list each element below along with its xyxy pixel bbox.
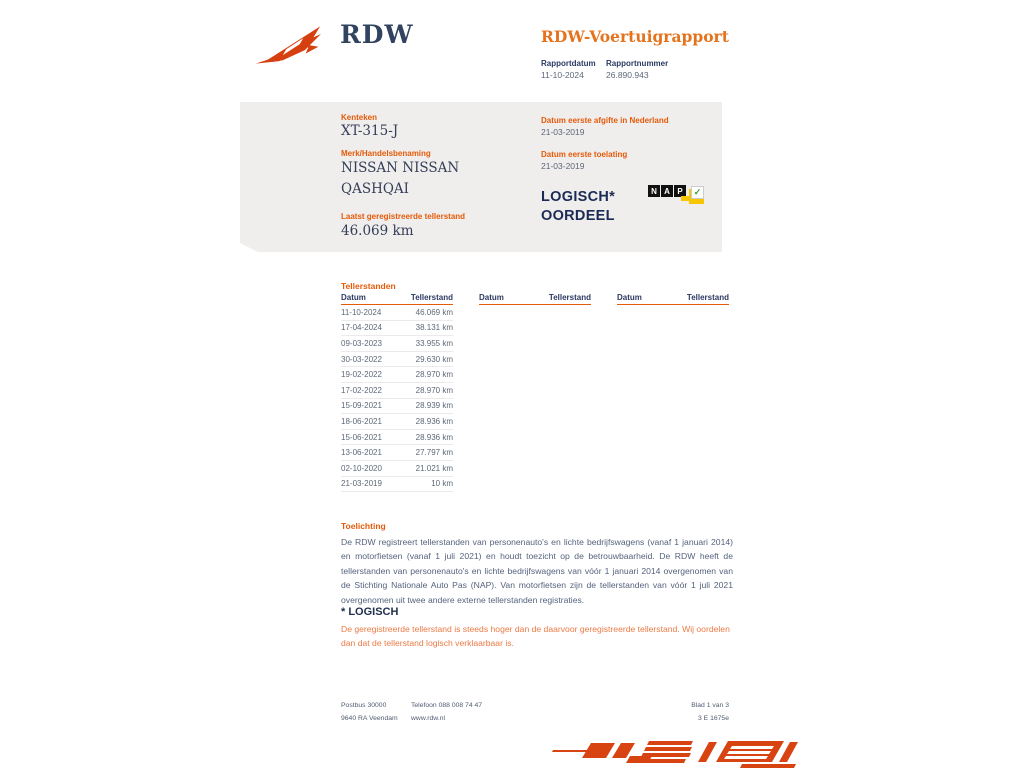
report-number-label: Rapportnummer (606, 59, 669, 68)
toelating-value: 21-03-2019 (541, 161, 585, 171)
tellerstand-label: Laatst geregistreerde tellerstand (341, 212, 466, 221)
table-body (341, 305, 453, 492)
table-row (341, 430, 453, 446)
tellerstanden-column-group-3 (617, 293, 729, 305)
row-datum: 19-02-2022 (341, 370, 382, 380)
table-row (341, 383, 453, 399)
merk-value-line2: QASHQAI (341, 181, 409, 197)
table-header-row (479, 293, 591, 305)
oordeel-line1: LOGISCH* (541, 189, 616, 205)
table-row (341, 461, 453, 477)
row-tellerstand: 28.970 km (415, 370, 453, 380)
tellerstand-header: Tellerstand (410, 293, 453, 302)
nap-yellow-strip (681, 196, 689, 201)
table-row (341, 477, 453, 493)
row-datum: 17-02-2022 (341, 385, 382, 395)
toelichting-body: De RDW registreert tellerstanden van personenauto's en lichte bedrijfswagens (vanaf 1 januari 2014) en motorfietsen (vanaf 1 juli 2021) en houdt toezicht op de betrouwbaarheid. De RDW heeft de tellerstanden van personenauto's en lichte bedrijfswagens van vóór 1 januari 2014 overgenomen van de Stichting Nationale Auto Pas (NAP). Van motorfietsen zijn de tellerstanden van vóór 1 juli 2021 overgenomen uit twee andere externe tellerstanden registraties. (341, 537, 733, 605)
tellerstand-header: Tellerstand (686, 293, 729, 302)
footer-address-line1: Postbus 30000 (341, 702, 387, 709)
logisch-heading: * LOGISCH (341, 606, 399, 618)
footer-address-line2: 9640 RA Veendam (341, 715, 398, 722)
logisch-body: De geregistreerde tellerstand is steeds hoger dan de daarvoor geregistreerde tellerstand. Wij oordelen dan dat de tellerstand logisch verklaarbaar is. (341, 624, 730, 649)
afgifte-label: Datum eerste afgifte in Nederland (541, 116, 669, 125)
table-row (341, 352, 453, 368)
report-title: RDW-Voertuigrapport (541, 27, 729, 46)
row-tellerstand: 28.939 km (415, 401, 453, 411)
footer-page-indicator: Blad 1 van 3 (691, 702, 729, 709)
datum-header: Datum (479, 293, 504, 302)
row-datum: 15-06-2021 (341, 432, 382, 442)
footer-form-code: 3 E 1675e (698, 715, 729, 722)
toelichting-title: Toelichting (341, 521, 386, 531)
report-date-value: 11-10-2024 (541, 70, 584, 80)
row-datum: 09-03-2023 (341, 338, 382, 348)
table-row (341, 367, 453, 383)
tellerstand-value: 46.069 km (341, 223, 414, 239)
table-row (341, 321, 453, 337)
row-tellerstand: 28.970 km (415, 385, 453, 395)
table-row (341, 305, 453, 321)
row-datum: 18-06-2021 (341, 416, 382, 426)
merk-label: Merk/Handelsbenaming (341, 149, 431, 158)
row-tellerstand: 28.936 km (415, 432, 453, 442)
row-tellerstand: 10 km (431, 479, 453, 489)
nap-logo (648, 185, 704, 204)
footer-website: www.rdw.nl (411, 715, 445, 722)
table-header-row (341, 293, 453, 305)
row-datum: 11-10-2024 (341, 307, 382, 317)
oordeel-text (541, 188, 615, 226)
kenteken-label: Kenteken (341, 113, 378, 122)
rdw-logo-wordmark: RDW (340, 20, 414, 49)
row-datum: 30-03-2022 (341, 354, 382, 364)
rdw-speedlines-graphic (552, 736, 798, 768)
toelating-label: Datum eerste toelating (541, 150, 628, 159)
tellerstanden-column-group-1 (341, 293, 453, 492)
afgifte-value: 21-03-2019 (541, 127, 585, 137)
report-date-label: Rapportdatum (541, 59, 596, 68)
nap-yellow-square (689, 189, 704, 204)
nap-check-icon: ✓ (691, 186, 704, 199)
row-datum: 17-04-2024 (341, 323, 382, 333)
table-row (341, 445, 453, 461)
table-row (341, 399, 453, 415)
row-datum: 15-09-2021 (341, 401, 382, 411)
report-number-value: 26.890.943 (606, 70, 649, 80)
oordeel-line2: OORDEEL (541, 208, 615, 224)
footer-phone: Telefoon 088 008 74 47 (411, 702, 483, 709)
table-header-row (617, 293, 729, 305)
table-row (341, 414, 453, 430)
row-tellerstand: 33.955 km (415, 338, 453, 348)
row-tellerstand: 38.131 km (415, 323, 453, 333)
tellerstanden-title: Tellerstanden (341, 281, 396, 291)
kenteken-value: XT-315-J (341, 123, 399, 139)
nap-letter-p: P (674, 185, 686, 197)
nap-letter-a: A (661, 185, 673, 197)
nap-letter-n: N (648, 185, 660, 197)
tellerstanden-column-group-2 (479, 293, 591, 305)
merk-value-line1: NISSAN NISSAN (341, 160, 460, 176)
tellerstand-header: Tellerstand (548, 293, 591, 302)
row-tellerstand: 29.630 km (415, 354, 453, 364)
datum-header: Datum (341, 293, 366, 302)
row-datum: 02-10-2020 (341, 463, 382, 473)
datum-header: Datum (617, 293, 642, 302)
row-tellerstand: 46.069 km (415, 307, 453, 317)
rdw-logo-icon (254, 22, 332, 68)
row-tellerstand: 21.021 km (415, 463, 453, 473)
table-row (341, 336, 453, 352)
row-tellerstand: 28.936 km (415, 416, 453, 426)
row-tellerstand: 27.797 km (415, 448, 453, 458)
row-datum: 21-03-2019 (341, 479, 382, 489)
row-datum: 13-06-2021 (341, 448, 382, 458)
